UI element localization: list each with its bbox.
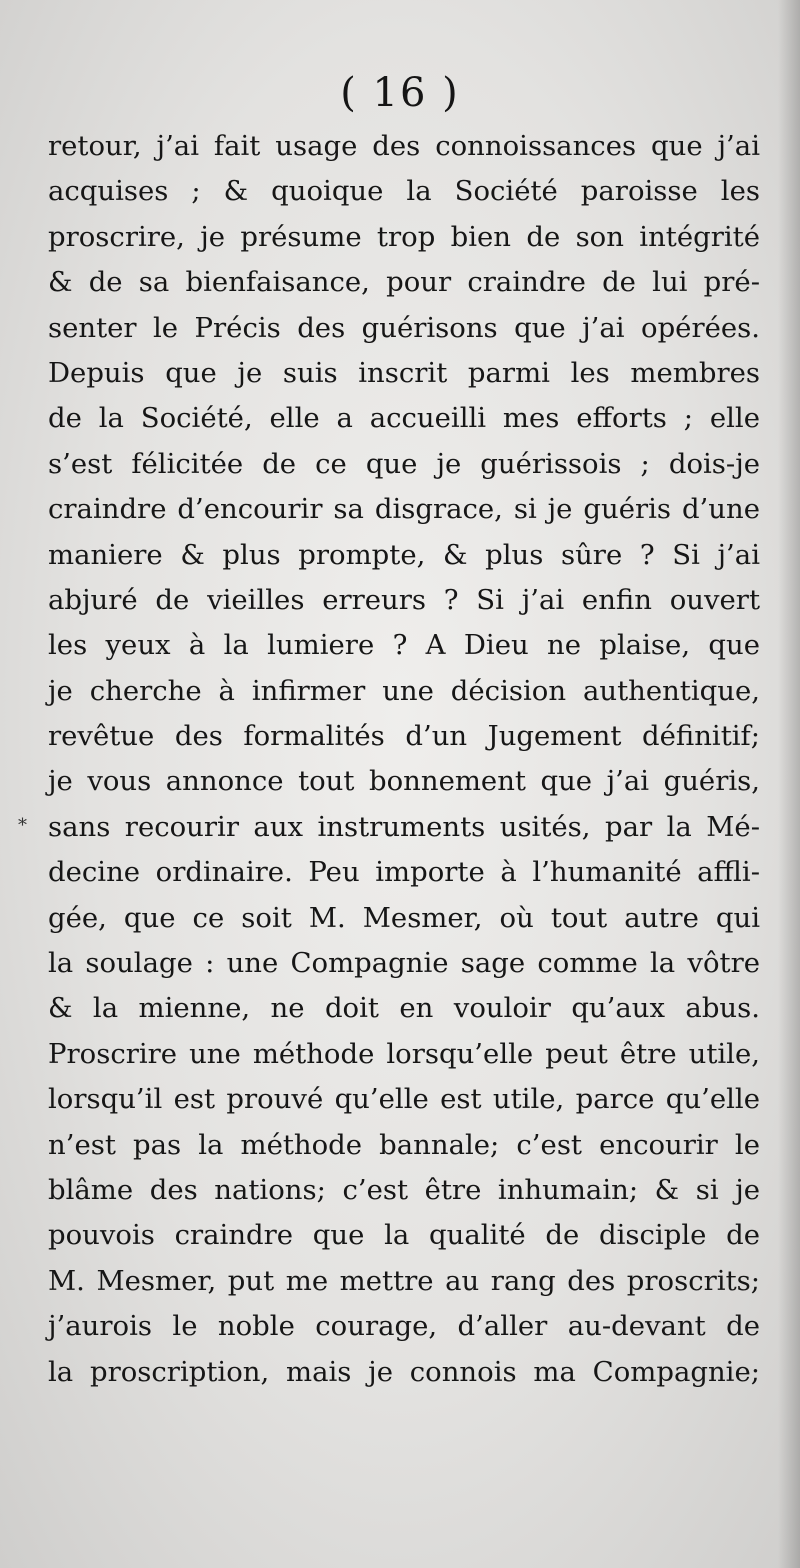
page-edge-shadow: [778, 0, 800, 1568]
text-line: proscrire, je présume trop bien de son intégrité: [48, 220, 760, 253]
text-line: & la mienne, ne doit en vouloir qu’aux abus.: [48, 992, 760, 1025]
text-line: revêtue des formalités d’un Jugement définitif;: [48, 720, 760, 753]
text-line: craindre d’encourir sa disgrace, si je guéris d’une: [48, 493, 760, 526]
text-line: & de sa bienfaisance, pour craindre de lui pré-: [48, 266, 760, 299]
text-line: de la Société, elle a accueilli mes efforts ; elle: [48, 402, 760, 435]
text-line: pouvois craindre que la qualité de disciple de: [48, 1219, 760, 1252]
margin-mark: *: [18, 815, 27, 836]
text-line: Depuis que je suis inscrit parmi les membres: [48, 356, 760, 389]
text-line: la proscription, mais je connois ma Compagnie;: [48, 1355, 760, 1388]
text-line: n’est pas la méthode bannale; c’est encourir le: [48, 1128, 760, 1161]
text-line: acquises ; & quoique la Société paroisse les: [48, 175, 760, 208]
text-line: abjuré de vieilles erreurs ? Si j’ai enfin ouvert: [48, 583, 760, 616]
text-line: la soulage : une Compagnie sage comme la vôtre: [48, 947, 760, 980]
text-line: je vous annonce tout bonnement que j’ai guéris,: [48, 765, 760, 798]
text-line: les yeux à la lumiere ? A Dieu ne plaise, que: [48, 629, 760, 662]
text-line: blâme des nations; c’est être inhumain; & si je: [48, 1173, 760, 1206]
text-line: retour, j’ai fait usage des connoissances que j’ai: [48, 130, 760, 162]
text-line: j’aurois le noble courage, d’aller au-devant de: [48, 1310, 760, 1343]
page-number: ( 16 ): [340, 70, 460, 116]
text-line: sans recourir aux instruments usités, par la Mé-: [48, 810, 760, 843]
text-line: senter le Précis des guérisons que j’ai opérées.: [48, 311, 760, 344]
text-line: maniere & plus prompte, & plus sûre ? Si j’ai: [48, 538, 760, 571]
body-text: [48, 124, 760, 1395]
text-line: decine ordinaire. Peu importe à l’humanité affli-: [48, 856, 760, 889]
text-line: gée, que ce soit M. Mesmer, où tout autre qui: [48, 901, 760, 934]
text-line: je cherche à infirmer une décision authentique,: [48, 674, 760, 707]
text-line: lorsqu’il est prouvé qu’elle est utile, parce qu’elle: [48, 1083, 760, 1116]
text-line: M. Mesmer, put me mettre au rang des proscrits;: [48, 1264, 760, 1297]
text-line: s’est félicitée de ce que je guérissois ; dois-je: [48, 447, 760, 480]
text-line: Proscrire une méthode lorsqu’elle peut être utile,: [48, 1037, 760, 1070]
